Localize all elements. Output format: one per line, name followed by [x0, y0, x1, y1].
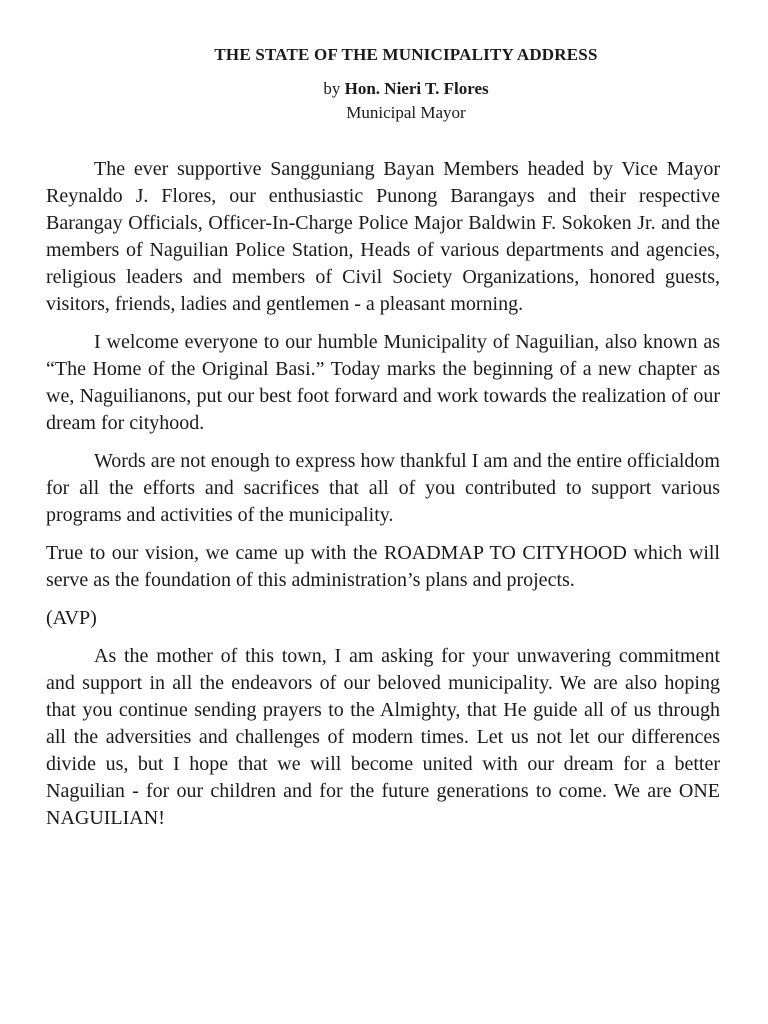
paragraph-avp: (AVP) [46, 607, 97, 629]
paragraph-roadmap: True to our vision, we came up with the ROADMAP TO CITYHOOD which will serve as the foundation of this administration’s plans and projects. [46, 542, 720, 591]
paragraph-thanks: Words are not enough to express how thankful I am and the entire officialdom for all the efforts and sacrifices that all of you contributed to support various programs and activities of the municipality. [46, 450, 720, 526]
author-name: Hon. Nieri T. Flores [344, 79, 489, 98]
author-role: Municipal Mayor [346, 103, 466, 122]
paragraph-greeting: The ever supportive Sangguniang Bayan Members headed by Vice Mayor Reynaldo J. Flores, our enthusiastic Punong Barangays and their respective Barangay Officials, Officer-In-Charge Police Major Baldwin F. Sokoken Jr. and the members of Naguilian Police Station, Heads of various departments and agencies, religious leaders and members of Civil Society Organizations, honored guests, visitors, friends, ladies and gentlemen - a pleasant morning. [46, 158, 720, 315]
author-line [46, 79, 766, 99]
paragraph-closing: As the mother of this town, I am asking for your unwavering commitment and support in all the endeavors of our beloved municipality. We are also hoping that you continue sending prayers to the Almighty, that He guide all of us through all the adversities and challenges of modern times. Let us not let our differences divide us, but I hope that we will become united with our dream for a better Naguilian - for our children and for the future generations to come. We are ONE NAGUILIAN! [46, 645, 720, 829]
document-body [46, 156, 720, 843]
paragraph-welcome: I welcome everyone to our humble Municipality of Naguilian, also known as “The Home of the Original Basi.” Today marks the beginning of a new chapter as we, Naguilianons, put our best foot forward and work towards the realization of our dream for cityhood. [46, 331, 720, 434]
document-title: THE STATE OF THE MUNICIPALITY ADDRESS [214, 45, 598, 64]
by-prefix: by [323, 79, 345, 98]
